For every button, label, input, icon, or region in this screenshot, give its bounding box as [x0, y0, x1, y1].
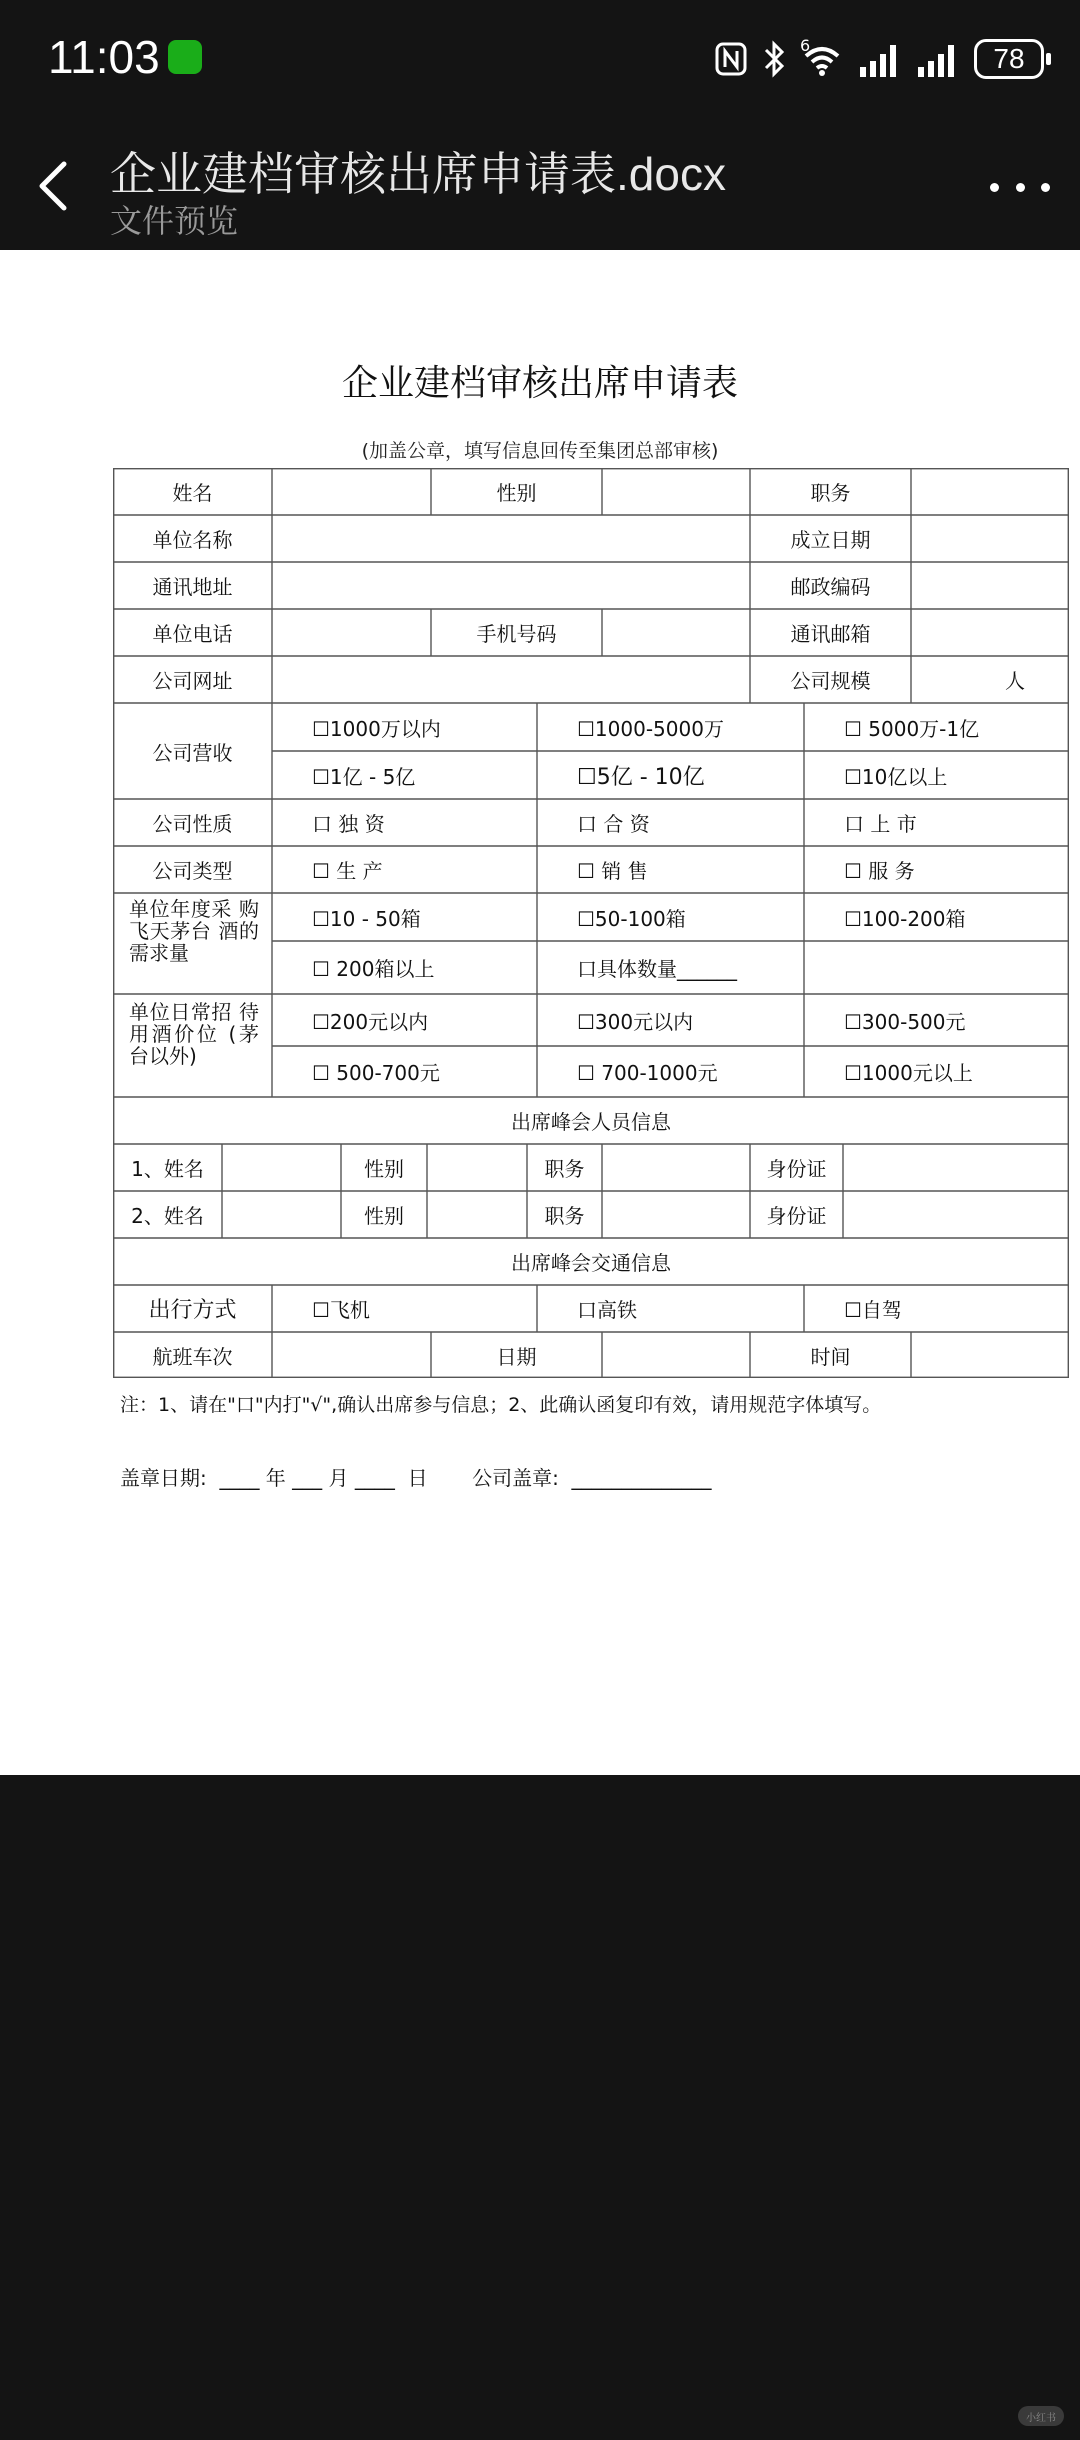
attendee-1-name-field[interactable] [222, 1144, 341, 1191]
type-option[interactable]: ☐ 生 产 [312, 859, 383, 883]
label-attendee-1-position: 职务 [544, 1157, 585, 1181]
wine-price-option[interactable]: ☐300元以内 [577, 1009, 694, 1034]
revenue-option[interactable]: ☐5亿 - 10亿 [577, 764, 705, 790]
demand-option[interactable]: ☐ 200箱以上 [312, 957, 435, 981]
attendee-2-id-field[interactable] [843, 1191, 1069, 1238]
clock: 11:03 [48, 31, 160, 83]
label-attendee-2-position: 职务 [544, 1204, 585, 1228]
label-revenue: 公司营收 [152, 740, 233, 765]
mobile-field[interactable] [602, 609, 750, 656]
label-type: 公司类型 [152, 859, 233, 883]
label-postcode: 邮政编码 [790, 575, 871, 599]
label-date: 日期 [496, 1344, 537, 1369]
attendee-1-gender-field[interactable] [427, 1144, 527, 1191]
label-attendee-2-id: 身份证 [766, 1204, 827, 1228]
company-name-field[interactable] [272, 515, 750, 562]
time-field[interactable] [911, 1332, 1069, 1378]
gender-field[interactable] [602, 468, 750, 515]
signal-2-icon [916, 41, 960, 77]
wine-price-option[interactable]: ☐ 700-1000元 [577, 1061, 718, 1085]
address-field[interactable] [272, 562, 750, 609]
document-title: 企业建档审核出席申请表 [341, 363, 738, 404]
file-title: 企业建档审核出席申请表.docx [110, 148, 726, 200]
label-position: 职务 [810, 481, 851, 505]
label-name: 姓名 [172, 481, 213, 505]
label-time: 时间 [810, 1344, 851, 1369]
bluetooth-icon [762, 40, 786, 78]
phone-field[interactable] [272, 609, 431, 656]
wechat-notification-icon [168, 40, 202, 74]
label-address: 通讯地址 [152, 575, 233, 599]
attendee-1-id-field[interactable] [843, 1144, 1069, 1191]
flight-no-field[interactable] [272, 1332, 431, 1378]
label-flight-no: 航班车次 [152, 1344, 233, 1369]
watermark: 小红书 [1018, 2406, 1064, 2426]
postcode-field[interactable] [911, 562, 1069, 609]
nature-option[interactable]: 口 合 资 [577, 812, 650, 836]
attendee-2-position-field[interactable] [602, 1191, 750, 1238]
nfc-icon [714, 41, 748, 77]
label-scale: 公司规模 [790, 669, 871, 693]
label-attendee-2-gender: 性别 [364, 1204, 404, 1228]
label-attendee-2: 2、姓名 [131, 1204, 204, 1228]
attendee-1-position-field[interactable] [602, 1144, 750, 1191]
wine-price-option[interactable]: ☐ 500-700元 [312, 1061, 440, 1085]
revenue-option[interactable]: ☐1亿 - 5亿 [312, 764, 416, 789]
founded-field[interactable] [911, 515, 1069, 562]
attendee-2-name-field[interactable] [222, 1191, 341, 1238]
attendee-section-header: 出席峰会人员信息 [511, 1110, 671, 1134]
document-page [0, 250, 1080, 1775]
revenue-option[interactable]: ☐1000-5000万 [577, 716, 724, 741]
demand-quantity-option[interactable]: 口具体数量______ [577, 957, 737, 981]
position-field[interactable] [911, 468, 1069, 515]
label-attendee-1: 1、姓名 [131, 1157, 204, 1181]
attendee-2-gender-field[interactable] [427, 1191, 527, 1238]
date-field[interactable] [602, 1332, 750, 1378]
wine-price-option[interactable]: ☐300-500元 [844, 1009, 966, 1034]
email-field[interactable] [911, 609, 1069, 656]
label-phone: 单位电话 [152, 622, 233, 646]
type-option[interactable]: ☐ 服 务 [844, 859, 915, 883]
back-icon[interactable] [30, 156, 78, 216]
label-annual-demand: 单位年度采 购飞天茅台 酒的需求量 [129, 897, 259, 965]
nature-option[interactable]: 口 上 市 [844, 812, 917, 836]
label-daily-wine: 单位日常招 待用酒价位 (茅台以外) [129, 1000, 259, 1068]
label-mobile: 手机号码 [476, 622, 557, 646]
label-company-name: 单位名称 [152, 528, 233, 552]
name-field[interactable] [272, 468, 431, 515]
label-attendee-1-id: 身份证 [766, 1157, 827, 1181]
label-founded: 成立日期 [790, 528, 871, 552]
nature-option[interactable]: 口 独 资 [312, 812, 385, 836]
demand-option[interactable]: ☐100-200箱 [844, 906, 966, 931]
status-bar [0, 0, 1080, 120]
footnote: 注：1、请在"口"内打"√",确认出席参与信息；2、此确认函复印有效，请用规范字体填写。 [120, 1394, 882, 1416]
label-website: 公司网址 [152, 669, 233, 693]
label-email: 通讯邮箱 [790, 622, 871, 646]
demand-option[interactable]: ☐10 - 50箱 [312, 906, 421, 931]
transport-section-header: 出席峰会交通信息 [511, 1251, 671, 1275]
label-gender: 性别 [496, 481, 537, 505]
revenue-option[interactable]: ☐ 5000万-1亿 [844, 716, 980, 741]
status-icons [714, 36, 1044, 82]
demand-option[interactable]: ☐50-100箱 [577, 906, 686, 931]
wine-price-option[interactable]: ☐1000元以上 [844, 1061, 973, 1085]
battery-icon: 78 [974, 39, 1044, 79]
revenue-option[interactable]: ☐10亿以上 [844, 764, 948, 789]
type-option[interactable]: ☐ 销 售 [577, 859, 648, 883]
travel-mode-option[interactable]: ☐自驾 [844, 1298, 902, 1322]
application-form-table [113, 468, 1069, 1378]
label-nature: 公司性质 [152, 812, 233, 836]
revenue-option[interactable]: ☐1000万以内 [312, 716, 441, 741]
stamp-date-line: 盖章日期: ____ 年 ___ 月 ____ 日 公司盖章: ______________ [120, 1466, 712, 1490]
more-options-icon[interactable] [990, 162, 1050, 212]
label-travel-mode: 出行方式 [148, 1298, 237, 1323]
wine-price-option[interactable]: ☐200元以内 [312, 1009, 429, 1034]
file-preview-label: 文件预览 [110, 202, 239, 240]
scale-unit[interactable]: 人 [1005, 669, 1025, 693]
wifi-indicator [800, 36, 844, 78]
travel-mode-option[interactable]: 口高铁 [577, 1298, 637, 1322]
website-field[interactable] [272, 656, 750, 703]
network-type-label: 6 [800, 36, 811, 55]
document-note: (加盖公章，填写信息回传至集团总部审核) [361, 440, 719, 462]
label-attendee-1-gender: 性别 [364, 1157, 404, 1181]
app-bar [0, 120, 1080, 250]
travel-mode-option[interactable]: ☐飞机 [312, 1298, 370, 1322]
signal-1-icon [858, 41, 902, 77]
